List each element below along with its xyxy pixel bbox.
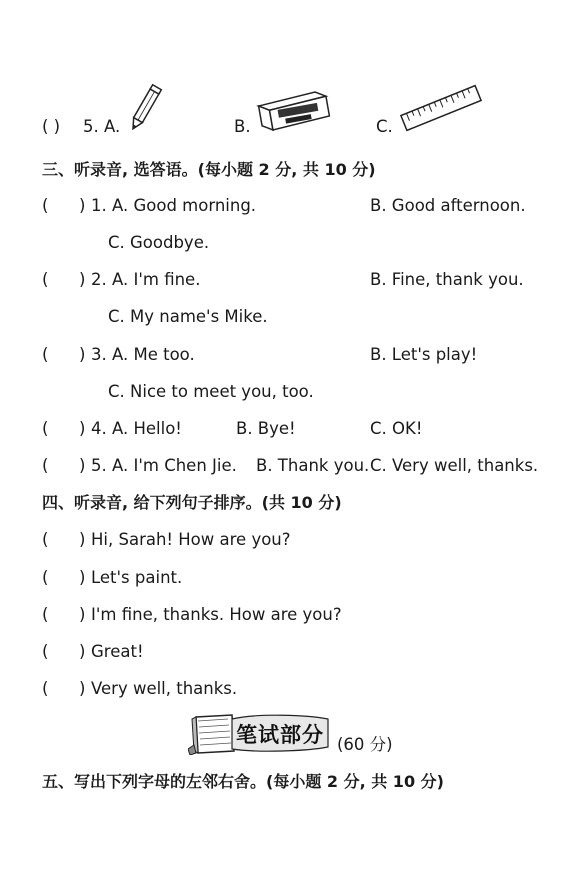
written-part-score: (60 分) — [337, 735, 393, 754]
written-part-banner — [188, 711, 333, 755]
answer-paren-open: ( — [42, 196, 49, 215]
option-b: B. Good afternoon. — [370, 196, 526, 215]
answer-paren-close: ) — [79, 530, 86, 549]
option-c: C. Very well, thanks. — [370, 456, 539, 475]
answer-paren-close: ) — [79, 568, 86, 587]
section-4-title: 四、听录音, 给下列句子排序。(共 10 分) — [42, 493, 342, 512]
answer-paren-open: ( — [42, 568, 49, 587]
answer-paren-close: ) — [79, 419, 86, 438]
sentence: Let's paint. — [91, 568, 183, 587]
answer-paren-open: ( — [42, 419, 49, 438]
option-c: C. Goodbye. — [108, 233, 210, 252]
answer-paren-open: ( — [42, 642, 49, 661]
question-number: 5. A. — [83, 117, 121, 136]
option-c: C. Nice to meet you, too. — [108, 382, 314, 401]
pencil-icon — [125, 82, 165, 134]
answer-paren-close: ) — [79, 456, 86, 475]
answer-paren-close: ) — [79, 642, 86, 661]
answer-paren-open: ( — [42, 270, 49, 289]
option-a: 1. A. Good morning. — [91, 196, 257, 215]
eraser-icon — [254, 86, 334, 136]
option-c: C. OK! — [370, 419, 423, 438]
option-a: 4. A. Hello! — [91, 419, 182, 438]
answer-paren-close: ) — [79, 345, 86, 364]
sentence: Very well, thanks. — [91, 679, 238, 698]
ruler-icon — [397, 82, 485, 134]
option-b-label: B. — [234, 117, 251, 136]
answer-paren-close: ) — [79, 605, 86, 624]
option-b: B. Fine, thank you. — [370, 270, 524, 289]
answer-paren-open: ( — [42, 530, 49, 549]
answer-paren-open: ( — [42, 605, 49, 624]
section-3-title: 三、听录音, 选答语。(每小题 2 分, 共 10 分) — [42, 160, 376, 179]
sentence: Great! — [91, 642, 144, 661]
option-b: B. Thank you. — [256, 456, 370, 475]
option-a: 2. A. I'm fine. — [91, 270, 201, 289]
section-5-title: 五、写出下列字母的左邻右舍。(每小题 2 分, 共 10 分) — [42, 772, 444, 791]
option-a: 3. A. Me too. — [91, 345, 195, 364]
written-part-title: 笔试部分 — [236, 722, 324, 747]
answer-paren-open: ( — [42, 679, 49, 698]
answer-paren-close: ) — [79, 196, 86, 215]
option-c: C. My name's Mike. — [108, 307, 268, 326]
answer-paren-open: ( — [42, 345, 49, 364]
answer-paren: ( ) — [42, 117, 61, 136]
option-b: B. Bye! — [236, 419, 296, 438]
sentence: I'm fine, thanks. How are you? — [91, 605, 342, 624]
option-a: 5. A. I'm Chen Jie. — [91, 456, 237, 475]
option-b: B. Let's play! — [370, 345, 478, 364]
sentence: Hi, Sarah! How are you? — [91, 530, 291, 549]
option-c-label: C. — [376, 117, 393, 136]
answer-paren-close: ) — [79, 679, 86, 698]
answer-paren-open: ( — [42, 456, 49, 475]
answer-paren-close: ) — [79, 270, 86, 289]
